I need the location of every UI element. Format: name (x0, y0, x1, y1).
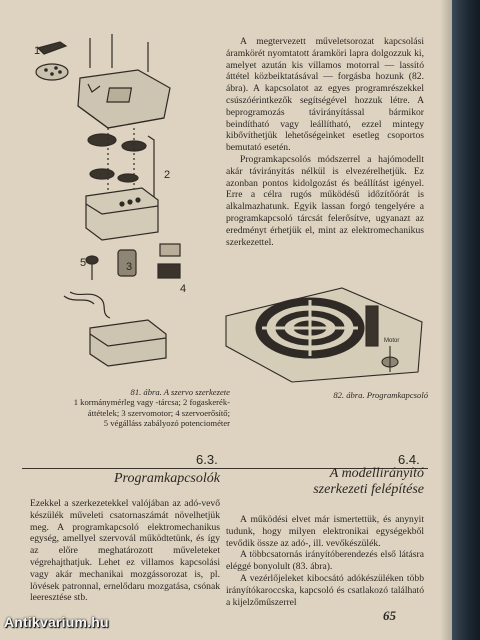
section-6-3-title: Programkapcsolók (113, 471, 220, 486)
paragraph: A többcsatornás irányítóberendezés első látásra eléggé bonyolult (83. ábra). (226, 549, 424, 573)
figure-81-caption (60, 387, 230, 429)
label-2: 2 (164, 169, 171, 181)
page-gutter-shadow (440, 0, 452, 640)
figure-82-caption: 82. ábra. Programkapcsoló (333, 390, 428, 400)
watermark: Antikvarium.hu (4, 614, 109, 630)
section-6-4-text (226, 514, 424, 608)
title-line: A modellirányító (329, 466, 424, 481)
page-number: 65 (383, 608, 396, 623)
caption-line: 1 kormánymérleg vagy -tárcsa; 2 fogaskerék- (73, 397, 230, 408)
label-5: 5 (80, 257, 87, 269)
caption-line: áttételek; 3 szervomotor; 4 szervoerősítő; (87, 407, 230, 418)
caption-line: 5 végálláss zabályozó potenciométer (103, 418, 230, 429)
title-line: szerkezeti felépítése (313, 482, 424, 497)
paragraph: Ezekkel a szerkezetekkel valójában az adó-vevő készülék műveleti csatornaszámát növelhetjük meg. A programkapcsoló elektromechanikus egység, amellyel szervovál működtetünk, és így az előre meghatározott műveleteket végrehajthatjuk. Lehet ez villamos kapcsolási vagy akár mechanikai mozgássorozat is, pl. lövések patronnal, ernelődaru mozgatása, csónak leeresztése stb. (30, 498, 220, 604)
section-6-3-number: 6.3. (196, 452, 218, 467)
caption-line: 81. ábra. A szervo szerkezete (130, 387, 230, 397)
paragraph: A vezérlőjeleket kibocsátó adókészüléken több irányítókaroccska, kapcsoló és csatlakozó található a kijelzőműszerrel (226, 572, 424, 608)
paragraph: Programkapcsolós módszerrel a hajómodellt akár távirányítás nélkül is elvezérelhetjük. Ez azonban pontos kidolgozást és beállítást igényel. Erre a célra rugós működésű időzítőórát is alkalmazhatunk. Egyik lassan forgó tengelyére a programkapcsoló tárcsát felerősítve, ugyanazt az eredményt érhetjük el, mint az elektromechanikus szerkezettel. (226, 153, 424, 248)
paragraph: A működési elvet már ismertettük, és anynyit tudunk, hogy milyen elektronikai egységekből tevődik össze az adó-, ill. vevőkészülék. (226, 514, 424, 549)
book-cover-edge (452, 0, 480, 640)
servo-exploded-figure (30, 28, 210, 378)
section-6-3-text (30, 498, 220, 604)
paragraph: A megtervezett műveletsorozat kapcsolási áramkörét nyomtatott áramköri lapra dolgozzuk ki, amelyet azután kis villamos motorral — lassító áttétel közbeiktatásával — forgásba hozunk (82. ábra). A kapcsolatot az egyes programrészekkel csúszóérintkezők segítségével hozzuk létre. A beprogramozás távirányítással bármikor beindítható vagy leállítható, ezzel mintegy kibővíthetjük lehetőségeinket esetleg csoportos bemutató esetén. (226, 36, 424, 154)
program-switch-figure (222, 276, 428, 384)
label-4: 4 (180, 283, 187, 295)
motor-label: Motor (384, 338, 400, 344)
section-rule (22, 468, 222, 469)
label-1: 1 (34, 45, 41, 57)
section-6-4-number: 6.4. (398, 452, 420, 467)
section-6-4-title (226, 466, 424, 498)
label-3: 3 (126, 261, 133, 273)
right-column-text (226, 36, 424, 248)
